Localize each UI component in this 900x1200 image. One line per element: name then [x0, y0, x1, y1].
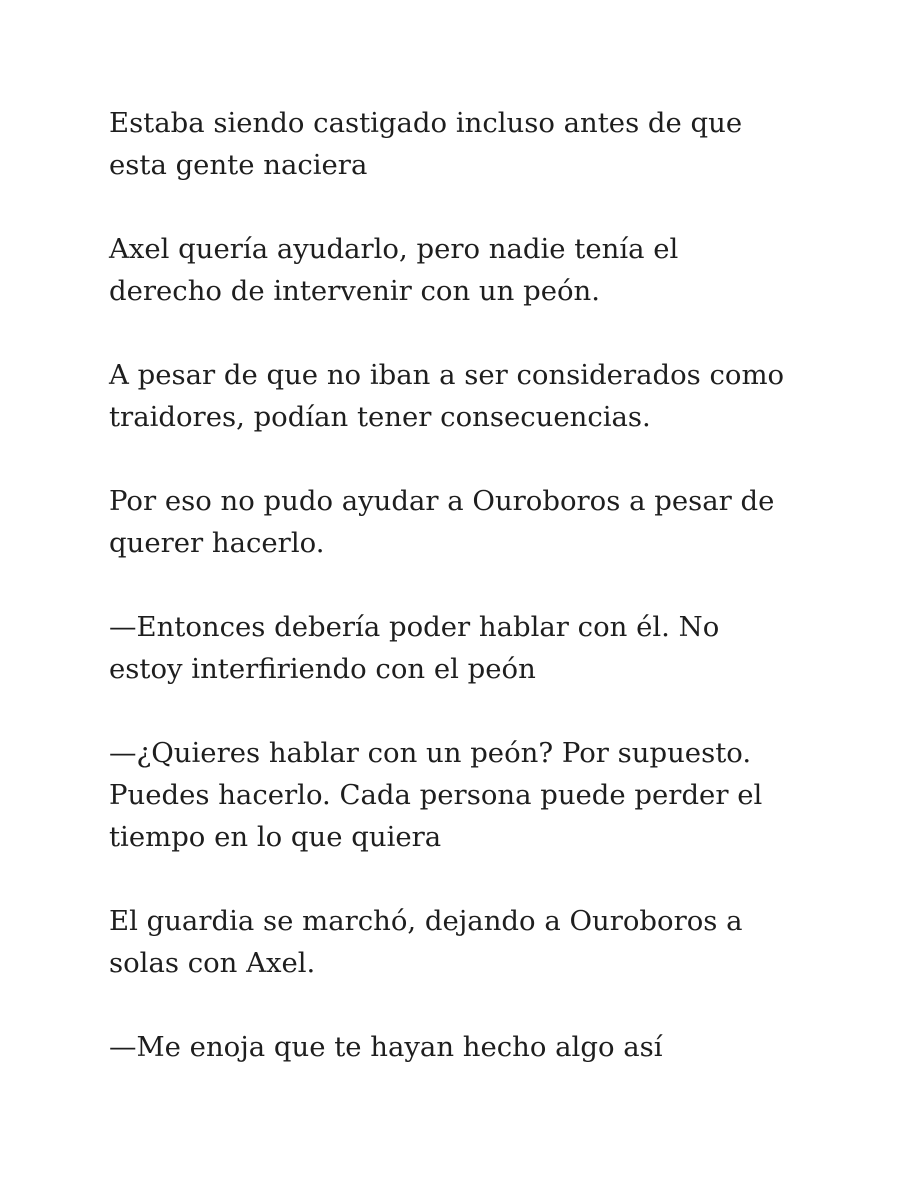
paragraph: El guardia se marchó, dejando a Ouroboros a solas con Axel. [109, 905, 743, 979]
paragraph: Estaba siendo castigado incluso antes de que esta gente naciera [109, 107, 743, 181]
paragraph: Por eso no pudo ayudar a Ouroboros a pesar de querer hacerlo. [109, 485, 775, 559]
paragraph: A pesar de que no iban a ser considerados como traidores, podían tener consecuencias. [109, 359, 785, 433]
dialogue-paragraph: —Me enoja que te hayan hecho algo así [109, 1031, 663, 1063]
text-body [109, 102, 809, 1068]
paragraph: Axel quería ayudarlo, pero nadie tenía el derecho de intervenir con un peón. [109, 233, 679, 307]
dialogue-paragraph: —Entonces debería poder hablar con él. No estoy interfiriendo con el peón [109, 611, 720, 685]
dialogue-paragraph: —¿Quieres hablar con un peón? Por supuesto. Puedes hacerlo. Cada persona puede perder el tiempo en lo que quiera [109, 737, 763, 853]
